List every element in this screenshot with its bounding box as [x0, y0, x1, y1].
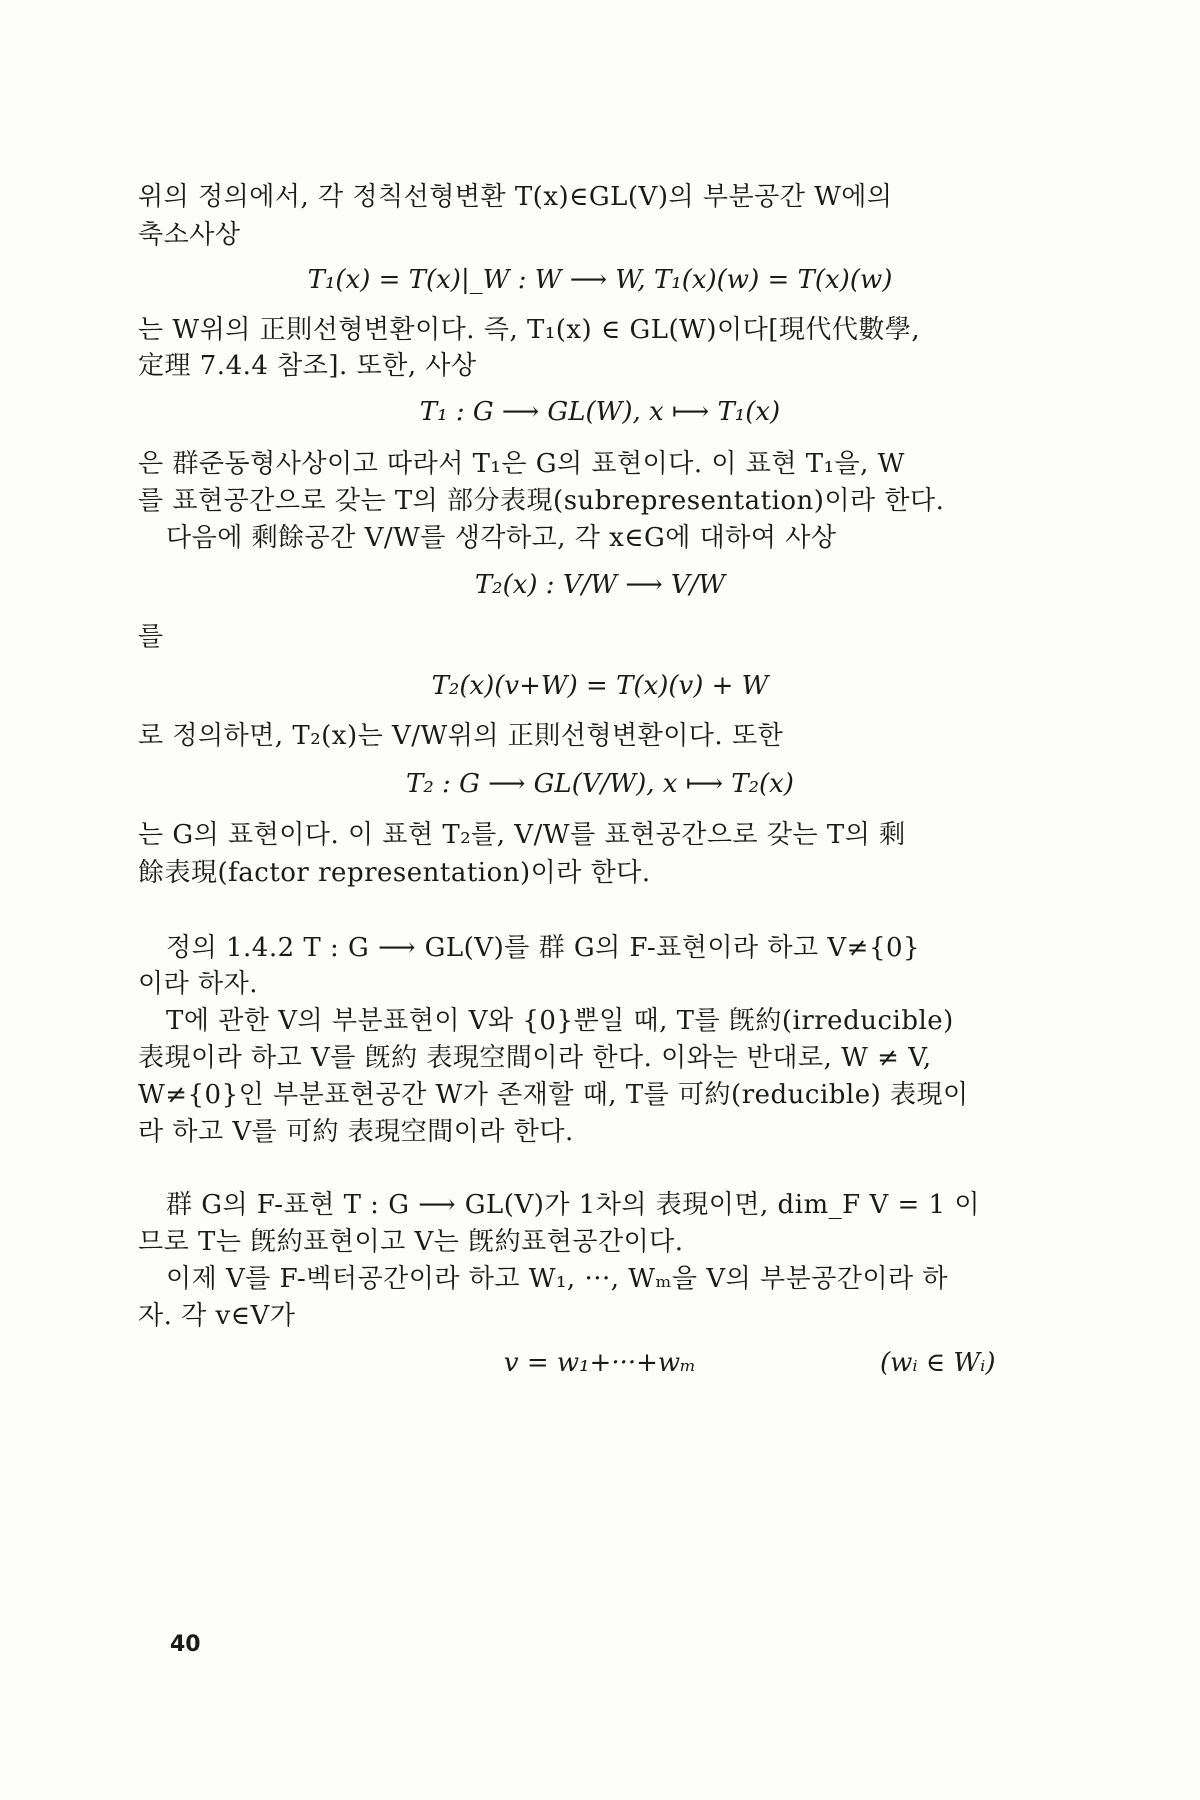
text-line: 는 W위의 正則선형변환이다. 즉, T₁(x) ∈ GL(W)이다[現代代數學,: [138, 315, 921, 345]
text-line: 은 群준동형사상이고 따라서 T₁은 G의 표현이다. 이 표현 T₁을, W: [138, 449, 905, 479]
equation: T₂ : G ⟶ GL(V/W), x ⟼ T₂(x): [406, 769, 794, 799]
text-line: 자. 각 v∈V가: [138, 1301, 296, 1331]
text-line: 다음에 剩餘공간 V/W를 생각하고, 각 x∈G에 대하여 사상: [166, 523, 837, 553]
text-line: 이제 V를 F-벡터공간이라 하고 W₁, ···, Wₘ을 V의 부분공간이라 하: [166, 1264, 949, 1294]
text-line: 表現이라 하고 V를 旣約 表現空間이라 한다. 이와는 반대로, W ≠ V,: [138, 1043, 932, 1073]
text-line: 라 하고 V를 可約 表現空間이라 한다.: [138, 1117, 574, 1147]
text-line: 餘表現(factor representation)이라 한다.: [138, 858, 651, 888]
text-line: 群 G의 F-표현 T : G ⟶ GL(V)가 1차의 表現이면, dim_F V = 1 이: [166, 1190, 980, 1220]
text-line: 므로 T는 旣約표현이고 V는 旣約표현공간이다.: [138, 1227, 684, 1257]
equation: T₂(x) : V/W ⟶ V/W: [474, 570, 726, 600]
text-line: 는 G의 표현이다. 이 표현 T₂를, V/W를 표현공간으로 갖는 T의 剩: [138, 820, 906, 850]
definition-heading: 정의 1.4.2 T : G ⟶ GL(V)를 群 G의 F-표현이라 하고 V≠{0}: [166, 933, 921, 963]
equation: v = w₁+···+wₘ: [503, 1348, 697, 1378]
equation: T₁ : G ⟶ GL(W), x ⟼ T₁(x): [419, 397, 781, 427]
text-line: T에 관한 V의 부분표현이 V와 {0}뿐일 때, T를 旣約(irreducible): [166, 1006, 954, 1036]
text-line: 로 정의하면, T₂(x)는 V/W위의 正則선형변환이다. 또한: [138, 721, 784, 751]
text-line: 위의 정의에서, 각 정칙선형변환 T(x)∈GL(V)의 부분공간 W에의: [138, 182, 893, 212]
text-line: 이라 하자.: [138, 969, 258, 999]
text-line: 를 표현공간으로 갖는 T의 部分表現(subrepresentation)이라 한다.: [138, 486, 945, 516]
text-line: 定理 7.4.4 참조]. 또한, 사상: [138, 351, 477, 381]
text-line: 축소사상: [138, 220, 241, 250]
equation-note: (wᵢ ∈ Wᵢ): [880, 1348, 996, 1378]
equation: T₂(x)(v+W) = T(x)(v) + W: [431, 671, 769, 701]
text-line: W≠{0}인 부분표현공간 W가 존재할 때, T를 可約(reducible) 表現이: [138, 1080, 969, 1110]
text-line: 를: [138, 622, 164, 652]
page-number: 40: [170, 1632, 201, 1657]
equation: T₁(x) = T(x)|_W : W ⟶ W, T₁(x)(w) = T(x)(w): [307, 265, 893, 295]
